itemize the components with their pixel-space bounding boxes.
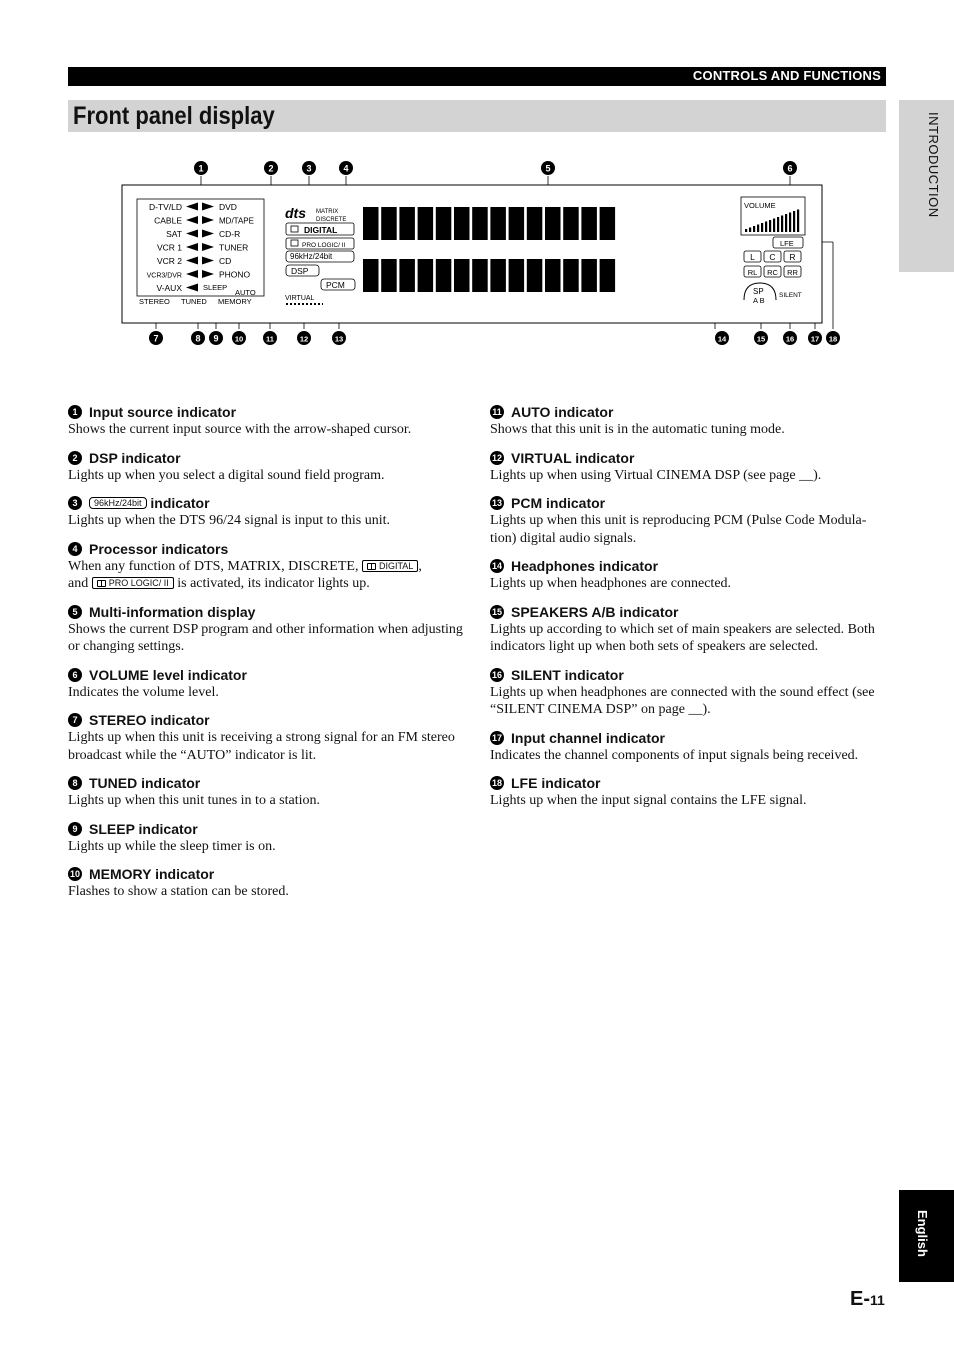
channel-label: RL xyxy=(747,268,758,277)
entry-title-text: STEREO indicator xyxy=(89,712,210,728)
display-character-cell xyxy=(381,259,397,292)
display-character-cell xyxy=(509,207,524,240)
dsp-label: DSP xyxy=(291,266,309,276)
body-text: When any function of DTS, MATRIX, DISCRETE, xyxy=(68,558,362,574)
source-right-4: CD xyxy=(219,256,232,266)
entry-number: 1 xyxy=(68,405,82,419)
entry-body: Lights up when this unit is receiving a strong signal for an FM stereo broadcast while the “AUTO” indicator is lit. xyxy=(68,730,455,763)
entry-title-text: SLEEP indicator xyxy=(89,820,198,837)
entry-title xyxy=(490,557,890,575)
channel-label: RR xyxy=(787,268,798,277)
display-character-cell xyxy=(581,207,597,240)
entry-title-text: MEMORY indicator xyxy=(89,866,215,882)
dolby-mark-icon xyxy=(367,563,376,570)
entry-title xyxy=(490,666,890,684)
description-entry xyxy=(68,774,468,810)
callout-6-label: 6 xyxy=(787,163,793,174)
entry-title xyxy=(490,403,890,421)
volume-bar xyxy=(749,228,751,233)
entry-body: Lights up when headphones are connected with the sound effect (see “SILENT CINEMA DSP” on page __). xyxy=(490,684,875,717)
callouts-top xyxy=(194,161,797,175)
channel-label: L xyxy=(750,252,755,262)
descriptions-right-column xyxy=(490,403,890,820)
entry-number: 9 xyxy=(68,822,82,836)
callout-10-label: 10 xyxy=(234,334,244,344)
display-character-cell xyxy=(545,207,561,240)
callout-11-label: 11 xyxy=(266,334,274,344)
entry-title xyxy=(68,711,468,729)
entry-title-text: VOLUME level indicator xyxy=(89,666,247,683)
entry-title xyxy=(490,449,890,467)
entry-title xyxy=(490,603,890,621)
sleep-label: SLEEP xyxy=(203,283,228,292)
side-tab-english xyxy=(899,1190,954,1282)
display-character-cell xyxy=(563,259,579,292)
display-character-cell xyxy=(436,207,452,240)
entry-title-text: Headphones indicator xyxy=(511,558,659,574)
entry-title xyxy=(68,820,468,838)
sp-label: SP xyxy=(753,287,764,296)
description-entry xyxy=(490,666,890,719)
entry-number: 11 xyxy=(490,405,504,419)
prologic-label: PRO LOGIC/ II xyxy=(302,242,346,249)
entry-number: 16 xyxy=(491,669,502,680)
volume-bar xyxy=(793,211,795,232)
description-entry xyxy=(68,540,468,593)
volume-label: VOLUME xyxy=(744,201,776,210)
dolby-mark-icon xyxy=(97,580,106,587)
description-entry xyxy=(490,603,890,656)
entry-title xyxy=(68,603,468,621)
entry-title-text: SPEAKERS A/B indicator xyxy=(511,603,679,620)
rate-badge: 96kHz/24bit xyxy=(89,497,147,509)
page-prefix: E- xyxy=(850,1288,870,1310)
volume-bar xyxy=(781,216,783,233)
callout-5-label: 5 xyxy=(545,163,551,174)
discrete-label: DISCRETE xyxy=(316,217,347,223)
display-character-cell xyxy=(545,259,561,292)
section-header-bar xyxy=(68,67,886,86)
virtual-label: VIRTUAL xyxy=(285,295,315,302)
channel-label: R xyxy=(789,252,796,262)
entry-title xyxy=(68,865,468,883)
entry-title xyxy=(490,494,890,512)
entry-body: Lights up when this unit is reproducing PCM (Pulse Code Modula-tion) digital audio signals. xyxy=(490,513,867,546)
volume-bar xyxy=(769,220,771,232)
entry-body: Flashes to show a station can be stored. xyxy=(68,884,289,899)
entry-number: 14 xyxy=(491,561,502,571)
callout-2-label: 2 xyxy=(268,163,274,174)
volume-bar xyxy=(785,214,787,232)
display-character-cell xyxy=(454,207,470,240)
side-tab-introduction xyxy=(899,100,954,272)
description-entry xyxy=(490,403,890,439)
display-character-cell xyxy=(600,207,616,240)
memory-label: MEMORY xyxy=(218,297,252,306)
display-character-cell xyxy=(490,259,506,292)
side-tab-introduction-label: INTRODUCTION xyxy=(926,112,941,218)
entry-title-text: Input channel indicator xyxy=(511,729,666,746)
entry-number: 5 xyxy=(68,605,82,619)
callout-8-label: 8 xyxy=(195,333,201,344)
source-right-2: CD-R xyxy=(219,229,241,239)
matrix-label: MATRIX xyxy=(316,209,339,215)
display-character-cell xyxy=(363,259,379,292)
entry-number: 15 xyxy=(491,606,502,617)
source-left-3: VCR 1 xyxy=(156,242,182,253)
page-title: Front panel display xyxy=(73,102,275,130)
display-character-cell xyxy=(381,207,397,240)
volume-bar xyxy=(753,226,755,232)
entry-body xyxy=(68,558,468,593)
entry-body: Lights up when using Virtual CINEMA DSP (see page __). xyxy=(490,467,822,483)
entry-body: Lights up when this unit tunes in to a station. xyxy=(68,793,320,808)
display-character-cell xyxy=(490,207,506,240)
display-character-cell xyxy=(436,259,452,292)
callouts-bottom xyxy=(149,331,840,345)
description-entry xyxy=(490,449,890,485)
speaker-ab-label: A B xyxy=(753,296,765,305)
entry-body: Indicates the volume level. xyxy=(68,684,219,700)
source-left-1: CABLE xyxy=(154,215,182,226)
volume-bar xyxy=(777,217,779,232)
description-entry xyxy=(490,557,890,593)
entry-title xyxy=(490,729,890,747)
display-character-cell xyxy=(600,259,616,292)
source-left-0: D-TV/LD xyxy=(148,202,182,212)
dts-logo: dts xyxy=(285,205,306,221)
descriptions-left-column xyxy=(68,403,468,911)
entry-number: 8 xyxy=(68,776,82,790)
entry-title-text: Input source indicator xyxy=(89,404,237,420)
description-entry xyxy=(68,711,468,764)
entry-title-text: DSP indicator xyxy=(89,449,181,466)
front-panel-diagram xyxy=(118,155,838,355)
description-entry xyxy=(490,494,890,547)
channel-label: C xyxy=(769,252,776,262)
digital-badge-label: DIGITAL xyxy=(378,560,414,571)
display-character-cell xyxy=(399,259,415,292)
digital-badge xyxy=(362,560,418,572)
auto-label: AUTO xyxy=(235,288,256,297)
page-number xyxy=(850,1288,885,1311)
description-entry xyxy=(490,729,890,765)
entry-number: 3 xyxy=(68,496,82,510)
display-character-cell xyxy=(581,259,597,292)
entry-body: Indicates the channel components of input signals being received. xyxy=(490,747,859,763)
entry-body: Shows the current DSP program and other information when adjusting or changing settings. xyxy=(68,621,463,654)
tuned-label: TUNED xyxy=(181,297,207,306)
callout-18-label: 18 xyxy=(828,334,838,344)
entry-number: 17 xyxy=(491,732,502,743)
callout-13-label: 13 xyxy=(334,334,344,344)
display-character-cell xyxy=(472,207,488,240)
volume-bar xyxy=(765,222,767,233)
callout-14-label: 14 xyxy=(717,334,727,344)
description-entry xyxy=(68,403,468,439)
description-entry xyxy=(68,865,468,901)
entry-title-text: TUNED indicator xyxy=(89,775,201,791)
prologic-badge-label: PRO LOGIC/ II xyxy=(108,578,169,588)
callout-15-label: 15 xyxy=(756,334,766,344)
source-right-0: DVD xyxy=(219,202,237,212)
description-entry xyxy=(68,820,468,856)
display-character-cell xyxy=(472,259,488,292)
entry-title-text: Multi-information display xyxy=(89,603,256,620)
source-left-5: VCR3/DVR xyxy=(146,272,182,280)
page-value: 11 xyxy=(870,1292,885,1308)
entry-title-text: LFE indicator xyxy=(511,775,601,791)
body-text: , xyxy=(418,558,422,574)
description-entry xyxy=(490,774,890,810)
volume-bar xyxy=(761,223,763,232)
page-title-bar xyxy=(68,100,886,132)
source-left-4: VCR 2 xyxy=(156,256,182,266)
source-left-2: SAT xyxy=(166,229,182,239)
entry-number: 10 xyxy=(69,869,80,879)
callout-1-label: 1 xyxy=(198,163,204,174)
entry-number: 12 xyxy=(491,452,502,463)
entry-title-text: AUTO indicator xyxy=(511,404,614,420)
volume-bar xyxy=(745,229,747,232)
volume-bar xyxy=(773,219,775,233)
entry-title-text: indicator xyxy=(150,495,210,511)
volume-bar xyxy=(797,210,799,233)
display-character-cell xyxy=(363,207,379,240)
entry-number: 6 xyxy=(68,668,82,682)
entry-body: Shows the current input source with the arrow-shaped cursor. xyxy=(68,422,412,437)
description-entry xyxy=(68,603,468,656)
entry-body: Lights up when the DTS 96/24 signal is input to this unit. xyxy=(68,513,390,528)
display-character-cell xyxy=(418,259,434,292)
entry-title-text: SILENT indicator xyxy=(511,666,624,683)
stereo-label: STEREO xyxy=(139,297,170,306)
display-character-cell xyxy=(418,207,434,240)
entry-body: Lights up when headphones are connected. xyxy=(490,576,732,591)
entry-body: Lights up when you select a digital sound field program. xyxy=(68,467,385,483)
entry-body: Lights up when the input signal contains the LFE signal. xyxy=(490,793,807,808)
callout-7-label: 7 xyxy=(153,333,159,344)
pcm-label: PCM xyxy=(326,280,345,290)
entry-body: Lights up while the sleep timer is on. xyxy=(68,838,276,854)
digital-label: DIGITAL xyxy=(304,225,338,235)
source-right-3: TUNER xyxy=(219,242,249,253)
entry-title xyxy=(68,666,468,684)
display-character-cell xyxy=(454,259,470,292)
entry-title-text: Processor indicators xyxy=(89,540,229,557)
entry-title xyxy=(68,774,468,792)
entry-title xyxy=(490,774,890,792)
entry-body: Lights up according to which set of main speakers are selected. Both indicators light up when both sets of speakers are selected. xyxy=(490,621,875,654)
entry-title xyxy=(68,494,468,512)
callout-9-label: 9 xyxy=(213,333,219,344)
display-character-cell xyxy=(563,207,579,240)
volume-bar xyxy=(757,225,759,233)
display-character-cell xyxy=(399,207,415,240)
callout-4-label: 4 xyxy=(343,163,349,174)
source-left-6: V-AUX xyxy=(156,283,182,293)
entry-title xyxy=(68,449,468,467)
entry-title xyxy=(68,540,468,558)
lfe-label: LFE xyxy=(780,239,794,248)
rate-label: 96kHz/24bit xyxy=(290,252,333,261)
prologic-badge xyxy=(92,577,174,589)
section-title: CONTROLS AND FUNCTIONS xyxy=(692,68,881,83)
description-entry xyxy=(68,494,468,530)
silent-label: SILENT xyxy=(779,292,802,299)
side-tab-english-label: English xyxy=(915,1210,930,1257)
description-entry xyxy=(68,666,468,702)
display-character-cell xyxy=(509,259,524,292)
entry-number: 4 xyxy=(68,542,82,556)
volume-bar xyxy=(789,213,791,233)
display-character-cell xyxy=(527,259,543,292)
channel-label: RC xyxy=(767,268,778,277)
entry-number: 7 xyxy=(68,713,82,727)
entry-number: 13 xyxy=(491,498,502,508)
entry-body: Shows that this unit is in the automatic tuning mode. xyxy=(490,422,785,437)
callout-3-label: 3 xyxy=(306,163,312,174)
source-right-1: MD/TAPE xyxy=(219,216,254,226)
body-text: is activated, its indicator lights up. xyxy=(173,576,370,591)
callout-17-label: 17 xyxy=(810,334,820,344)
entry-title-text: PCM indicator xyxy=(511,495,606,511)
callout-12-label: 12 xyxy=(299,334,309,344)
entry-number: 2 xyxy=(68,451,82,465)
body-text: and xyxy=(68,576,92,591)
source-right-5: PHONO xyxy=(219,269,251,280)
entry-title-text: VIRTUAL indicator xyxy=(511,449,635,466)
entry-number: 18 xyxy=(491,778,502,788)
entry-title xyxy=(68,403,468,421)
display-character-cell xyxy=(527,207,543,240)
description-entry xyxy=(68,449,468,485)
callout-16-label: 16 xyxy=(785,334,795,344)
